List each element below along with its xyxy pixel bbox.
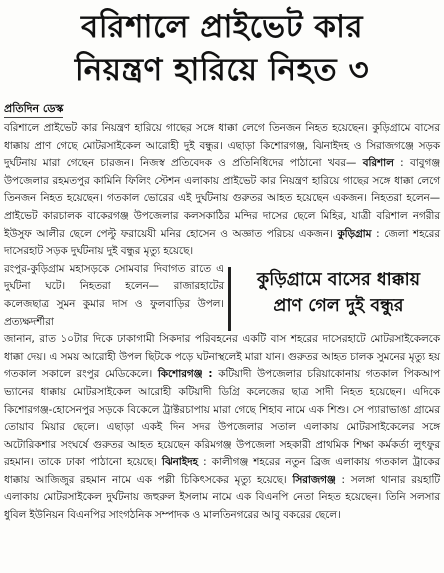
- kurigram-column: রংপুর-কুড়িগ্রাম মহাসড়কে সোমবার দিবাগত রাতে এ দুর্ঘটনা ঘটে। নিহতরা হলেন— রাজারহাটের কলেজছাত্র সুমন কুমার দাস ও ফুলবাড়ির উপল। প্রত্যক্ষদর্শীরা: [4, 262, 224, 328]
- kurigram-text-a: : জেলা শহরের দাসেরহাট সড়ক দুর্ঘটনায় দুই বন্ধুর মৃত্যু হয়েছে।: [4, 227, 441, 258]
- inset-line-2: প্রাণ গেল দুই বন্ধুর: [273, 295, 404, 316]
- headline-line-2: নিয়ন্ত্রণ হারিয়ে নিহত ৩: [74, 52, 370, 88]
- inset-headline: [228, 267, 440, 331]
- place-kishoreganj: কিশোরগঞ্জ :: [157, 368, 213, 381]
- kurigram-text-c: জানান, রাত ১০টার দিকে ঢাকাগামী সিকদার পরিবহনের একটি বাস শহরের দাসেরহাটে মোটরসাইকেলকে ধাক্কা দেয়। এ সময় আরোহী উপল ছিটকে পড়ে ঘটনাস্থলেই মারা যান। গুরুতর আহত চালক সুমনের মৃত্যু হয় গতকাল সকালে রংপুর মেডিকেলে।: [4, 333, 440, 381]
- inset-line-1: কুড়িগ্রামে বাসের ধাক্কায়: [256, 269, 421, 290]
- intro-text: বরিশালে প্রাইভেট কার নিয়ন্ত্রণ হারিয়ে গাছের সঙ্গে ধাক্কা লেগে তিনজন নিহত হয়েছেন। কুড়িগ্রামে বাসের ধাক্কায় প্রাণ গেছে মোটরসাইকেল আরোহী দুই বন্ধুর। এছাড়া কিশোরগঞ্জ, ঝিনাইদহ ও সিরাজগঞ্জে সড়ক দুর্ঘটনায় মারা গেছেন চারজন। নিজস্ব প্রতিবেদক ও প্রতিনিধিদের পাঠানো খবর—: [4, 122, 440, 170]
- place-barishal: বরিশাল: [362, 157, 394, 170]
- jhenaidah-text: : কালীগঞ্জ শহরের নতুন ব্রিজ এলাকায় গতকাল ট্রাকের ধাক্কায় আজিজুর রহমান নামে এক পল্লী চিকিৎসকের মৃত্যু হয়েছে।: [4, 456, 440, 486]
- kishoreganj-text: কটিয়াদী উপজেলার চরিয়াকোনায় গতকাল পিকআপ ভ্যানের ধাক্কায় মোটরসাইকেল আরোহী কটিয়াদী ডিগ্রি কলেজের ছাত্র সাদী নিহত হয়েছেন। এদিকে কিশোরগঞ্জ-হোসেনপুর সড়কে বিকেলে ট্রাক্টরচাপায় মারা গেছে শিহাব নামে এক শিশু। সে প্যারাভাঙা গ্রামের তোয়াব মিয়ার ছেলে। এছাড়া একই দিন সদর উপজেলার সতাল এলাকায় মোটরসাইকেলের সঙ্গে অটোরিকশার সংঘর্ষে গুরুতর আহত হয়েছেন করিমগঞ্জ উপজেলা সহকারী প্রাথমিক শিক্ষা কর্মকর্তা লুৎফুর রহমান। তাকে ঢাকা পাঠানো হয়েছে।: [4, 368, 441, 469]
- paragraph-kurigram-cont: [4, 331, 440, 525]
- paragraph-intro: [4, 120, 440, 261]
- sirajganj-text: : সলঙ্গা থানার রয়হাটি এলাকায় মোটরসাইকেল দুর্ঘটনায় জহুরুল ইসলাম নামে এক বিএনপি নেতা নিহত হয়েছেন। তিনি সলসার ধুবিল ইউনিয়ন বিএনপির সাংগঠনিক সম্পাদক ও মালতিনগরের আবু বকরের ছেলে।: [4, 473, 441, 522]
- headline: [0, 6, 444, 92]
- place-kurigram: কুড়িগ্রাম: [337, 227, 372, 240]
- barishal-text: : বাবুগঞ্জ উপজেলার রহমতপুর কামিনি ফিলিং স্টেশন এলাকায় প্রাইভেট কার নিয়ন্ত্রণ হারিয়ে গাছের সঙ্গে ধাক্কা লেগে তিনজন নিহত হয়েছেন। গতকাল ভোরের এই দুর্ঘটনায় গুরুতর আহত হয়েছেন একজন। নিহতরা হলেন— প্রাইভেট কারচালক বাকেরগঞ্জ উপজেলার কলসকাঠির মন্দির দাসের ছেলে মিহির, যাত্রী বরিশাল নগরীর ইউসুফ আলীর ছেলে পেল্টু ফরায়েযী মনির হোসেন ও অজ্ঞাত পরিচয় একজন।: [4, 157, 440, 240]
- place-jhenaidah: ঝিনাইদহ: [161, 456, 198, 469]
- byline: প্রতিদিন ডেস্ক: [4, 102, 63, 118]
- place-sirajganj: সিরাজগঞ্জ: [292, 473, 336, 486]
- two-column-block: [4, 261, 440, 331]
- headline-line-1: বরিশালে প্রাইভেট কার: [80, 9, 364, 45]
- article-body: [4, 120, 440, 525]
